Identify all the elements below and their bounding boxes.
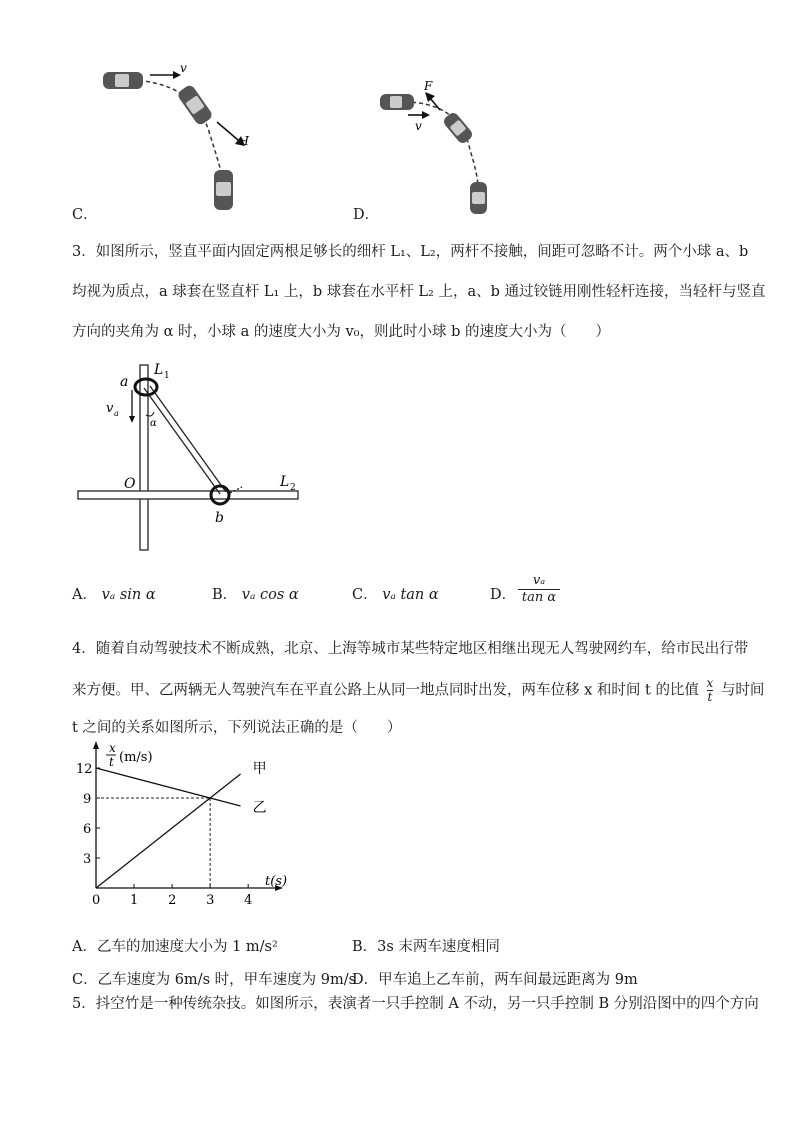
velocity-label: v [415, 119, 422, 133]
q4-text-line2-part2: 与时间 [720, 682, 765, 699]
label-l2: L [280, 474, 290, 490]
q4-inline-fraction [707, 677, 714, 704]
y-axis-arrow [93, 741, 99, 749]
q4-chart [70, 740, 310, 915]
car-icon [103, 72, 143, 89]
series-label: 甲 [252, 761, 267, 777]
q2-option-d-label: D． [353, 207, 380, 223]
series-line-jia [96, 774, 241, 888]
label-l1-sub: 1 [164, 371, 170, 381]
fraction-numerator: vₐ [518, 573, 560, 590]
q3-option-c [352, 583, 439, 604]
option-text: vₐ cos α [241, 587, 299, 603]
q2-figure-d [370, 70, 520, 220]
x-tick-label: 2 [168, 893, 177, 908]
y-tick-label: 3 [83, 852, 92, 867]
q3-option-d-fraction [518, 573, 560, 605]
option-label: B． [212, 587, 238, 603]
q3-option-b [212, 583, 299, 604]
x-tick-label: 3 [206, 893, 215, 908]
y-axis-label-num: x [109, 741, 116, 755]
velocity-label: v [180, 61, 187, 75]
q5-text-line1: 5．抖空竹是一种传统杂技。如图所示，表演者一只手控制 A 不动，另一只手控制 B 分别沿图中的四个方向 [72, 996, 759, 1012]
label-a: a [120, 374, 129, 390]
car-icon [442, 111, 475, 146]
x-tick-label: 1 [130, 893, 139, 908]
series-line-yi [96, 768, 241, 806]
q3-text-line2: 均视为质点，a 球套在竖直杆 L₁ 上，b 球套在水平杆 L₂ 上，a、b 通过铰链用刚性轻杆连接，当轻杆与竖直 [72, 284, 766, 300]
y-axis-label-den: t [109, 755, 114, 769]
car-icon [176, 83, 214, 126]
x-tick-label: 4 [244, 893, 253, 908]
option-text: vₐ tan α [382, 587, 439, 603]
option-label: D． [490, 587, 517, 603]
q4-option-a: A．乙车的加速度大小为 1 m/s² [72, 939, 278, 955]
q4-option-c: C．乙车速度为 6m/s 时，甲车速度为 9m/s [72, 972, 357, 988]
option-label: C． [352, 587, 378, 603]
q4-text-line1: 4．随着自动驾驶技术不断成熟，北京、上海等城市某些特定地区相继出现无人驾驶网约车，给市民出行带 [72, 641, 749, 657]
y-tick-label: 12 [76, 762, 93, 777]
x-tick-label: 0 [92, 893, 101, 908]
q2-option-c-label: C． [72, 207, 98, 223]
label-va-sub: a [114, 409, 119, 418]
car-icon [470, 182, 487, 214]
car-icon [214, 170, 233, 210]
option-text: vₐ sin α [101, 587, 156, 603]
q4-text-line2 [72, 677, 764, 704]
q3-figure [70, 360, 310, 560]
force-label: F [424, 79, 433, 93]
y-tick-label: 6 [83, 822, 92, 837]
label-origin: O [124, 476, 136, 492]
q3-option-a [72, 583, 156, 604]
x-axis-label: t(s) [265, 874, 288, 889]
option-label: A． [72, 587, 97, 603]
force-label: F [240, 133, 249, 147]
fraction-denominator: t [707, 690, 713, 704]
car-icon [380, 94, 414, 110]
q4-text-line3: t 之间的关系如图所示，下列说法正确的是（ ） [72, 720, 402, 736]
y-tick-label: 9 [83, 792, 92, 807]
q4-option-d: D．甲车追上乙车前，两车间最远距离为 9m [352, 972, 638, 988]
label-b: b [215, 510, 224, 526]
label-alpha: α [150, 418, 157, 429]
fraction-denominator: tan α [521, 590, 557, 605]
series-label: 乙 [252, 800, 267, 816]
horizontal-rod-l2 [78, 491, 298, 499]
q2-figure-c [95, 60, 265, 220]
q3-text-line1: 3．如图所示，竖直平面内固定两根足够长的细杆 L₁、L₂，两杆不接触，间距可忽略不计。两个小球 a、b [72, 244, 749, 260]
fraction-numerator: x [706, 676, 714, 690]
label-l2-sub: 2 [290, 483, 296, 493]
q3-option-d [490, 583, 516, 604]
y-axis-label-unit: (m/s) [119, 750, 153, 765]
q4-text-line2-part1: 来方便。甲、乙两辆无人驾驶汽车在平直公路上从同一地点同时出发，两车位移 x 和时间 t 的比值 [72, 682, 699, 699]
q3-text-line3: 方向的夹角为 α 时，小球 a 的速度大小为 v₀，则此时小球 b 的速度大小为（ ） [72, 324, 610, 340]
label-l1: L [154, 362, 164, 378]
label-va: v [106, 401, 114, 416]
q4-option-b: B．3s 末两车速度相同 [352, 939, 500, 955]
